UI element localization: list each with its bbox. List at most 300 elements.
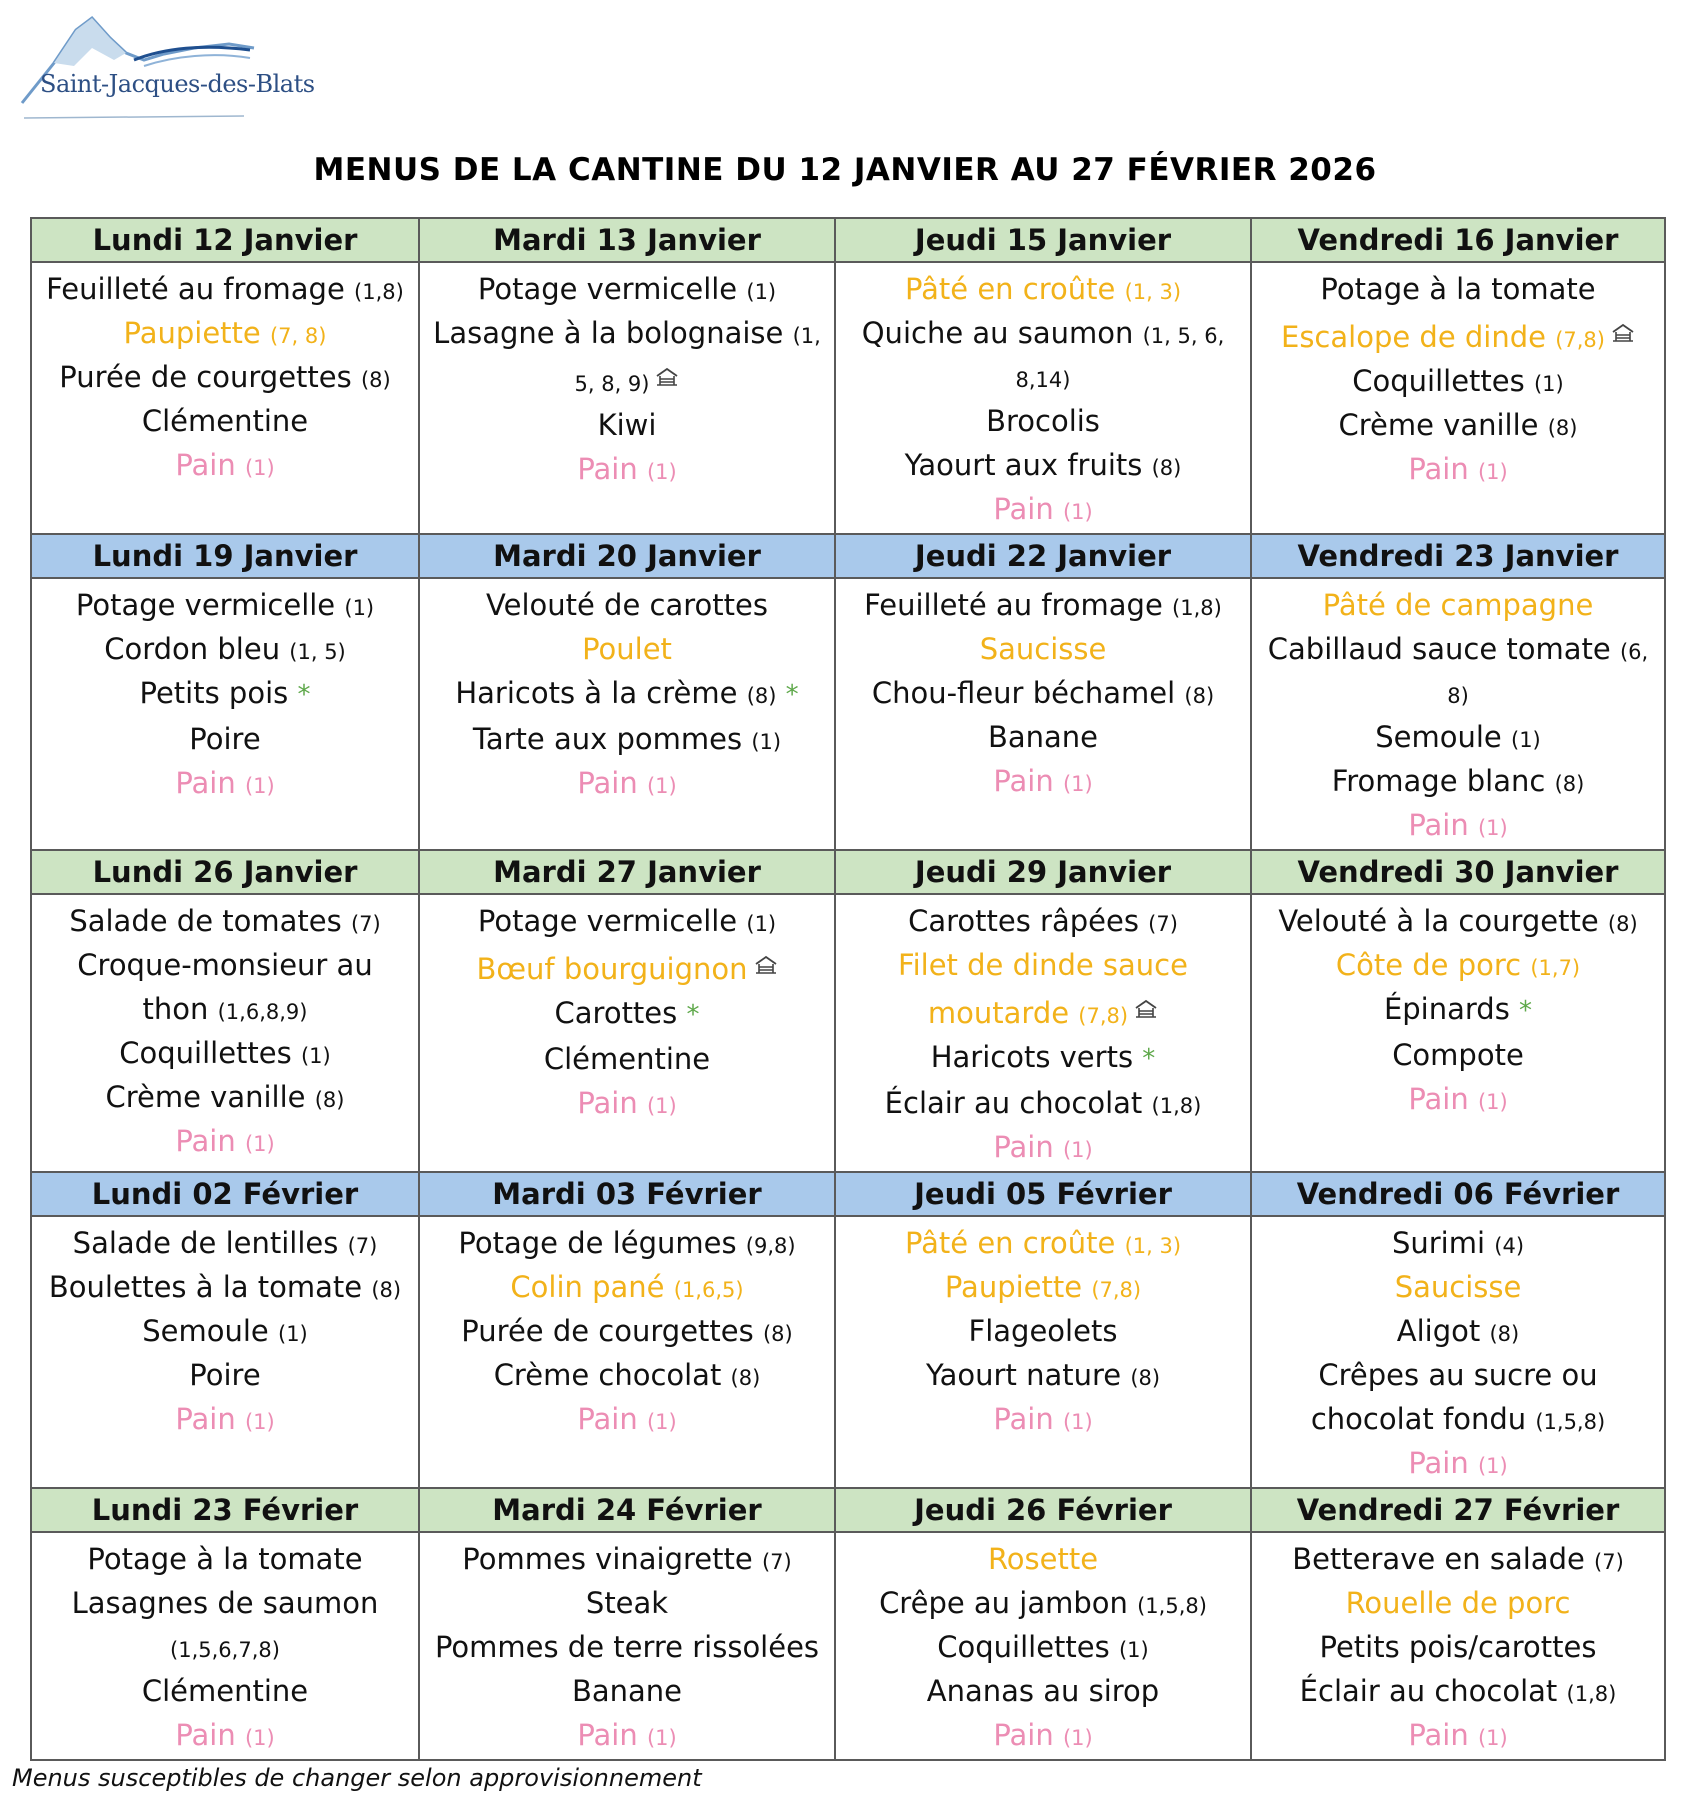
dish-name: Carottes râpées [908, 904, 1139, 938]
day-header: Vendredi 30 Janvier [1251, 850, 1665, 894]
allergen-codes: (1, 3) [1124, 1234, 1182, 1258]
menu-item [846, 1125, 1240, 1169]
dish-name: Pain [993, 1130, 1054, 1164]
menu-item [42, 671, 408, 717]
day-menu-cell [835, 1532, 1251, 1760]
menu-item [1262, 1353, 1654, 1441]
allergen-codes: (1) [1062, 1410, 1093, 1434]
dish-name: Pain [577, 452, 638, 486]
dish-name: Coquillettes [1352, 364, 1525, 398]
allergen-codes: (7,8) [1091, 1278, 1142, 1302]
allergen-codes: (1,5,8) [1535, 1410, 1606, 1434]
dish-name: Fromage blanc [1331, 764, 1546, 798]
dish-name: Salade de tomates [69, 904, 342, 938]
menu-item [430, 1397, 824, 1441]
dish-name: Petits pois/carottes [1319, 1630, 1597, 1664]
menu-item [846, 1309, 1240, 1353]
dish-name: Pain [577, 1086, 638, 1120]
menu-item [430, 943, 824, 991]
allergen-codes: (1,8) [1566, 1682, 1617, 1706]
dish-name: Cordon bleu [104, 632, 281, 666]
dish-name: Clémentine [141, 1674, 309, 1708]
menu-item [430, 267, 824, 311]
dish-name: Pâté en croûte [904, 1226, 1116, 1260]
week-menu-row [31, 578, 1665, 850]
menu-item [1262, 627, 1654, 715]
dish-name: Pain [175, 1124, 236, 1158]
allergen-codes: (1) [646, 460, 677, 484]
day-header: Jeudi 26 Février [835, 1488, 1251, 1532]
menu-item [42, 717, 408, 761]
dish-name: Compote [1392, 1038, 1524, 1072]
day-menu-cell [419, 1532, 835, 1760]
allergen-codes: (1) [751, 730, 782, 754]
menu-item [42, 1581, 408, 1669]
menu-item [42, 1031, 408, 1075]
menu-item [846, 899, 1240, 943]
allergen-codes: (1) [244, 774, 275, 798]
day-header: Mardi 03 Février [419, 1172, 835, 1216]
dish-name: Brocolis [986, 404, 1100, 438]
menu-item [1262, 1221, 1654, 1265]
allergen-codes: (1,8) [354, 280, 404, 304]
menu-item [1262, 1581, 1654, 1625]
allergen-codes: (8) [1184, 684, 1215, 708]
dish-name: Lasagnes de saumon [71, 1586, 379, 1620]
dish-name: Pain [1408, 1082, 1469, 1116]
menu-item [846, 399, 1240, 443]
menu-item [1262, 1309, 1654, 1353]
allergen-codes: (1) [244, 1410, 275, 1434]
menu-table [30, 217, 1666, 1761]
menu-item [430, 1309, 824, 1353]
dish-name: Crêpe au jambon [879, 1586, 1128, 1620]
dish-name: Pain [577, 1402, 638, 1436]
allergen-codes: (1) [244, 1726, 275, 1750]
menu-item [1262, 583, 1654, 627]
menu-item [430, 671, 824, 717]
allergen-codes: (1, 5, 8, 9) [574, 324, 821, 396]
day-menu-cell [419, 578, 835, 850]
menu-item [1262, 1669, 1654, 1713]
day-header: Lundi 02 Février [31, 1172, 419, 1216]
allergen-codes: (1,5,8) [1137, 1594, 1207, 1618]
day-menu-cell [31, 578, 419, 850]
dish-name: Petits pois [139, 676, 289, 710]
menu-item [846, 1581, 1240, 1625]
menu-item [1262, 759, 1654, 803]
dish-name: Éclair au chocolat [1299, 1674, 1558, 1708]
menu-item [846, 1035, 1240, 1081]
menu-item [846, 1537, 1240, 1581]
dish-name: Potage vermicelle [75, 588, 336, 622]
menu-item [846, 1669, 1240, 1713]
menu-item [42, 1353, 408, 1397]
menu-item [846, 311, 1240, 399]
menu-item [42, 1265, 408, 1309]
menu-item [42, 583, 408, 627]
dish-name: Potage à la tomate [87, 1542, 363, 1576]
menu-item [846, 715, 1240, 759]
menu-item [1262, 899, 1654, 943]
allergen-codes: (8) [371, 1278, 402, 1302]
menu-item [430, 761, 824, 805]
week-header-row [31, 1488, 1665, 1532]
dish-name: Colin pané [510, 1270, 665, 1304]
day-menu-cell [31, 262, 419, 534]
dish-name: Pain [993, 1402, 1054, 1436]
menu-item [430, 1713, 824, 1757]
dish-name: Pain [993, 1718, 1054, 1752]
menu-item [42, 443, 408, 487]
dish-name: Carottes [554, 996, 678, 1030]
menu-item [846, 1397, 1240, 1441]
house-icon [754, 943, 778, 987]
dish-name: Pommes de terre rissolées [434, 1630, 820, 1664]
dish-name: Pain [1408, 1718, 1469, 1752]
allergen-codes: (7, 8) [269, 324, 327, 348]
allergen-codes: (7) [350, 912, 381, 936]
menu-item [42, 1669, 408, 1713]
allergen-codes: (7,8) [1078, 1004, 1129, 1028]
allergen-codes: (8) [1151, 456, 1182, 480]
allergen-codes: (1) [646, 774, 677, 798]
menu-item [430, 1353, 824, 1397]
menu-item [1262, 1033, 1654, 1077]
allergen-codes: (8) [314, 1088, 345, 1112]
day-menu-cell [835, 1216, 1251, 1488]
menu-item [430, 311, 824, 403]
day-header: Mardi 13 Janvier [419, 218, 835, 262]
logo [14, 8, 315, 128]
dish-name: Pain [1408, 808, 1469, 842]
dish-name: Salade de lentilles [72, 1226, 339, 1260]
dish-name: Banane [987, 720, 1099, 754]
menu-item [430, 1669, 824, 1713]
allergen-codes: (1) [746, 912, 777, 936]
menu-item [430, 717, 824, 761]
allergen-codes: (8) [730, 1366, 761, 1390]
week-header-row [31, 1172, 1665, 1216]
dish-name: Pain [175, 766, 236, 800]
menu-item [42, 267, 408, 311]
menu-item [846, 1353, 1240, 1397]
allergen-codes: (1) [646, 1410, 677, 1434]
day-menu-cell [835, 578, 1251, 850]
dish-name: Rouelle de porc [1345, 1586, 1571, 1620]
dish-name: Potage vermicelle [477, 272, 738, 306]
menu-item [1262, 715, 1654, 759]
dish-name: Épinards [1383, 992, 1510, 1026]
day-header: Mardi 20 Janvier [419, 534, 835, 578]
menu-item [846, 943, 1240, 1035]
dish-name: Crème vanille [1338, 408, 1539, 442]
menu-item [1262, 1537, 1654, 1581]
menu-item [42, 943, 408, 1031]
dish-name: Banane [571, 1674, 683, 1708]
menu-item [846, 583, 1240, 627]
menu-item [846, 759, 1240, 803]
dish-name: Ananas au sirop [926, 1674, 1160, 1708]
menu-item [430, 1221, 824, 1265]
day-menu-cell [1251, 262, 1665, 534]
allergen-codes: (1,8) [1172, 596, 1222, 620]
allergen-codes: (8) [1554, 772, 1585, 796]
allergen-codes: (1) [244, 1132, 275, 1156]
menu-item [42, 355, 408, 399]
menu-item [846, 1221, 1240, 1265]
allergen-codes: (9,8) [745, 1234, 796, 1258]
menu-item [1262, 447, 1654, 491]
allergen-codes: (1) [300, 1044, 331, 1068]
menu-item [846, 1713, 1240, 1757]
dish-name: Filet de dinde sauce moutarde [898, 948, 1188, 1030]
allergen-codes: (1,7) [1530, 956, 1581, 980]
house-icon [1611, 311, 1635, 355]
logo-text: Saint-Jacques-des-Blats [40, 70, 315, 98]
day-menu-cell [1251, 578, 1665, 850]
allergen-codes: (1, 5) [289, 640, 346, 664]
menu-item [846, 627, 1240, 671]
menu-item [1262, 987, 1654, 1033]
week-menu-row [31, 1216, 1665, 1488]
menu-item [430, 1037, 824, 1081]
menu-item [42, 1221, 408, 1265]
menu-item [42, 1119, 408, 1163]
dish-name: Lasagne à la bolognaise [433, 316, 784, 350]
allergen-codes: (8) [1547, 416, 1578, 440]
allergen-codes: (8) [746, 684, 777, 708]
allergen-codes: (1) [1477, 1090, 1508, 1114]
dish-name: Paupiette [944, 1270, 1083, 1304]
menu-item [42, 1713, 408, 1757]
house-icon [1134, 987, 1158, 1031]
dish-name: Cabillaud sauce tomate [1267, 632, 1611, 666]
dish-name: Crème vanille [105, 1080, 306, 1114]
dish-name: Pâté en croûte [904, 272, 1116, 306]
allergen-codes: (1) [1477, 816, 1508, 840]
dish-name: Purée de courgettes [59, 360, 352, 394]
allergen-codes: (1) [1062, 1726, 1093, 1750]
day-header: Lundi 19 Janvier [31, 534, 419, 578]
day-menu-cell [31, 1216, 419, 1488]
menu-item [430, 627, 824, 671]
menu-item [846, 1265, 1240, 1309]
house-icon [655, 355, 679, 399]
menu-item [430, 1265, 824, 1309]
day-header: Vendredi 06 Février [1251, 1172, 1665, 1216]
day-header: Jeudi 05 Février [835, 1172, 1251, 1216]
week-header-row [31, 850, 1665, 894]
organic-star-icon: * [297, 680, 311, 710]
menu-item [430, 1537, 824, 1581]
dish-name: Pain [175, 1402, 236, 1436]
week-header-row [31, 218, 1665, 262]
menu-item [42, 627, 408, 671]
allergen-codes: (1,8) [1151, 1094, 1202, 1118]
organic-star-icon: * [1142, 1044, 1156, 1074]
allergen-codes: (1) [646, 1094, 677, 1118]
menu-item [42, 1075, 408, 1119]
dish-name: Potage de légumes [458, 1226, 737, 1260]
dish-name: Crème chocolat [493, 1358, 722, 1392]
week-header-row [31, 534, 1665, 578]
allergen-codes: (1) [1062, 772, 1093, 796]
dish-name: Potage vermicelle [477, 904, 738, 938]
menu-item [42, 311, 408, 355]
allergen-codes: (1,6,8,9) [217, 1000, 308, 1024]
allergen-codes: (8) [360, 368, 391, 392]
menu-item [1262, 1077, 1654, 1121]
allergen-codes: (1) [1477, 1454, 1508, 1478]
dish-name: Pain [1408, 1446, 1469, 1480]
day-header: Mardi 27 Janvier [419, 850, 835, 894]
day-header: Jeudi 15 Janvier [835, 218, 1251, 262]
allergen-codes: (1, 3) [1124, 280, 1182, 304]
allergen-codes: (7) [347, 1234, 378, 1258]
day-menu-cell [419, 1216, 835, 1488]
dish-name: Côte de porc [1335, 948, 1522, 982]
allergen-codes: (6, 8) [1447, 640, 1649, 708]
menu-item [430, 991, 824, 1037]
dish-name: Clémentine [543, 1042, 711, 1076]
dish-name: Coquillettes [119, 1036, 292, 1070]
allergen-codes: (1, 5, 6, 8,14) [1015, 324, 1225, 392]
allergen-codes: (8) [1489, 1322, 1520, 1346]
dish-name: Éclair au chocolat [884, 1086, 1143, 1120]
allergen-codes: (1) [344, 596, 375, 620]
allergen-codes: (8) [762, 1322, 793, 1346]
allergen-codes: (4) [1494, 1234, 1525, 1258]
dish-name: Bœuf bourguignon [476, 952, 748, 986]
dish-name: Poire [189, 1358, 261, 1392]
day-menu-cell [1251, 894, 1665, 1172]
day-header: Lundi 12 Janvier [31, 218, 419, 262]
dish-name: Kiwi [597, 408, 657, 442]
dish-name: Purée de courgettes [461, 1314, 754, 1348]
menu-item [1262, 403, 1654, 447]
day-header: Lundi 26 Janvier [31, 850, 419, 894]
menu-item [430, 403, 824, 447]
week-menu-row [31, 1532, 1665, 1760]
allergen-codes: (7) [1148, 912, 1178, 936]
allergen-codes: (1) [278, 1322, 308, 1346]
dish-name: Pain [175, 1718, 236, 1752]
menu-item [430, 899, 824, 943]
menu-item [1262, 359, 1654, 403]
dish-name: Semoule [1375, 720, 1502, 754]
allergen-codes: (7) [1594, 1550, 1624, 1574]
organic-star-icon: * [686, 1000, 700, 1030]
page-title: MENUS DE LA CANTINE DU 12 JANVIER AU 27 FÉVRIER 2026 [313, 152, 1377, 188]
dish-name: Feuilleté au fromage [864, 588, 1163, 622]
day-header: Mardi 24 Février [419, 1488, 835, 1532]
dish-name: Pain [577, 1718, 638, 1752]
dish-name: Semoule [142, 1314, 269, 1348]
dish-name: Pain [577, 766, 638, 800]
dish-name: Poire [189, 722, 261, 756]
week-menu-row [31, 262, 1665, 534]
dish-name: Yaourt aux fruits [904, 448, 1143, 482]
day-header: Jeudi 22 Janvier [835, 534, 1251, 578]
day-header: Vendredi 16 Janvier [1251, 218, 1665, 262]
dish-name: Surimi [1391, 1226, 1486, 1260]
menu-item [1262, 311, 1654, 359]
menu-item [1262, 1265, 1654, 1309]
allergen-codes: (1) [1511, 728, 1541, 752]
menu-item [1262, 1625, 1654, 1669]
menu-item [846, 671, 1240, 715]
day-header: Lundi 23 Février [31, 1488, 419, 1532]
day-menu-cell [835, 262, 1251, 534]
menu-item [42, 1309, 408, 1353]
menu-item [42, 399, 408, 443]
dish-name: Pain [993, 492, 1054, 526]
dish-name: Escalope de dinde [1281, 320, 1546, 354]
day-menu-cell [31, 1532, 419, 1760]
dish-name: Rosette [987, 1542, 1099, 1576]
allergen-codes: (8) [1130, 1366, 1161, 1390]
organic-star-icon: * [785, 680, 799, 710]
menu-item [1262, 267, 1654, 311]
allergen-codes: (1) [646, 1726, 677, 1750]
dish-name: Pâté de campagne [1322, 588, 1594, 622]
allergen-codes: (1,5,6,7,8) [170, 1638, 280, 1662]
dish-name: Saucisse [1394, 1270, 1522, 1304]
menu-item [42, 899, 408, 943]
allergen-codes: (1) [244, 456, 275, 480]
menu-item [430, 1081, 824, 1125]
day-menu-cell [1251, 1532, 1665, 1760]
dish-name: Haricots verts [930, 1040, 1134, 1074]
menu-item [42, 1397, 408, 1441]
menu-item [1262, 943, 1654, 987]
allergen-codes: (1) [1477, 460, 1508, 484]
day-menu-cell [31, 894, 419, 1172]
allergen-codes: (1) [1062, 500, 1093, 524]
dish-name: Quiche au saumon [861, 316, 1134, 350]
allergen-codes: (1) [1477, 1726, 1508, 1750]
dish-name: Coquillettes [937, 1630, 1110, 1664]
dish-name: Pain [993, 764, 1054, 798]
dish-name: Chou-fleur béchamel [871, 676, 1176, 710]
day-menu-cell [419, 262, 835, 534]
week-menu-row [31, 894, 1665, 1172]
dish-name: Crêpes au sucre ou chocolat fondu [1310, 1358, 1598, 1436]
dish-name: Saucisse [979, 632, 1107, 666]
allergen-codes: (7,8) [1555, 328, 1605, 352]
allergen-codes: (1) [1118, 1638, 1149, 1662]
dish-name: Boulettes à la tomate [48, 1270, 363, 1304]
menu-item [846, 267, 1240, 311]
day-header: Vendredi 23 Janvier [1251, 534, 1665, 578]
day-menu-cell [835, 894, 1251, 1172]
dish-name: Feuilleté au fromage [46, 272, 345, 306]
footnote: Menus susceptibles de changer selon approvisionnement [12, 1764, 702, 1792]
day-menu-cell [419, 894, 835, 1172]
menu-item [846, 1625, 1240, 1669]
menu-item [430, 1625, 824, 1669]
allergen-codes: (7) [761, 1550, 792, 1574]
allergen-codes: (1,6,5) [673, 1278, 744, 1302]
dish-name: Aligot [1396, 1314, 1481, 1348]
day-menu-cell [1251, 1216, 1665, 1488]
dish-name: Steak [585, 1586, 669, 1620]
dish-name: Yaourt nature [925, 1358, 1122, 1392]
menu-item [846, 1081, 1240, 1125]
day-header: Vendredi 27 Février [1251, 1488, 1665, 1532]
dish-name: Tarte aux pommes [472, 722, 743, 756]
